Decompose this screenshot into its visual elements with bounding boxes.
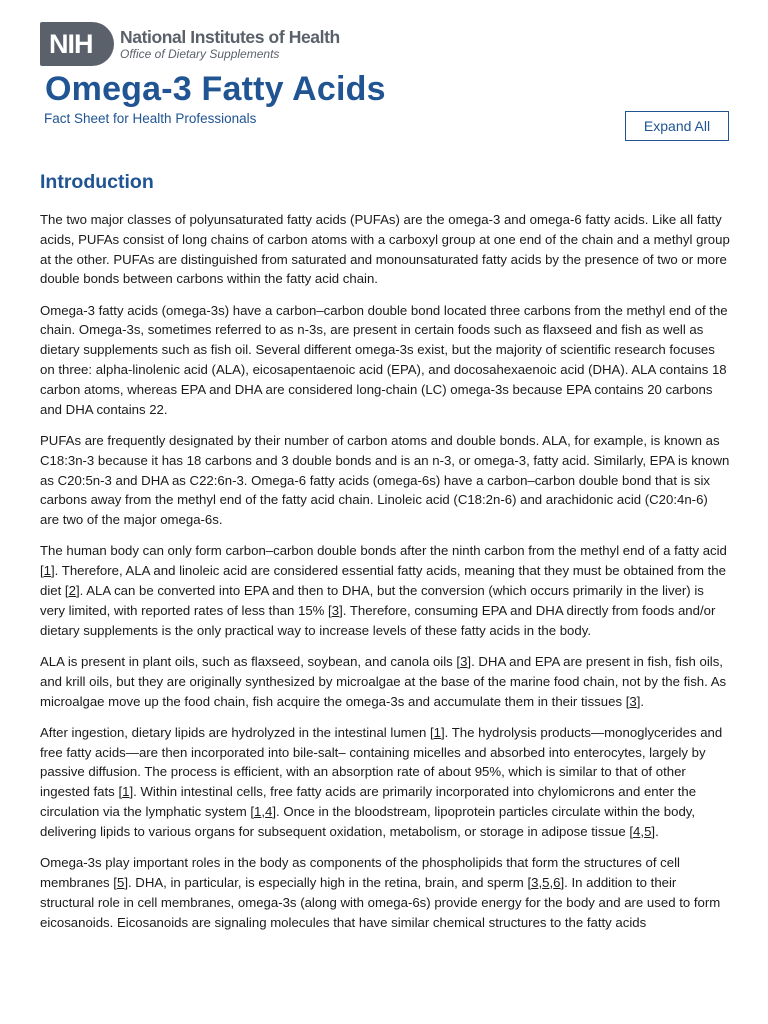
reference-link[interactable]: 5	[542, 874, 550, 890]
paragraph	[40, 210, 730, 289]
article-body	[40, 210, 730, 944]
reference-link[interactable]: 4	[265, 804, 273, 820]
reference-link[interactable]: 1	[433, 724, 441, 740]
office-name: Office of Dietary Supplements	[120, 46, 280, 61]
reference-link[interactable]: 3	[629, 693, 637, 709]
paragraph-text: ]. DHA and EPA are present in fish, fish oils, and krill oils, but they are originally synthesized by microalgae at the base of the marine food chain, not by the fish. As microalgae move up the food chain, fish acquire the omega-3s and accumulate them in their tissues [	[40, 653, 727, 709]
paragraph-text: The human body can only form carbon–carbon double bonds after the ninth carbon from the methyl end of a fatty acid [	[40, 543, 727, 579]
nih-logo-mark: NIH	[49, 28, 93, 59]
paragraph	[40, 652, 730, 711]
reference-link[interactable]: 5	[116, 874, 125, 890]
reference-link[interactable]: 3	[460, 653, 468, 669]
page-title: Omega-3 Fatty Acids	[45, 70, 386, 108]
paragraph-text: PUFAs are frequently designated by their number of carbon atoms and double bonds. ALA, for example, is known as C18:3n-3 because it has 18 carbons and 3 double bonds and is an n-3, or omega-3, fatty acid. Similarly, EPA is known as C20:5n-3 and DHA as C22:6n-3. Omega-6 fatty acids (omega-6s) have a carbon–carbon double bond that is six carbons away from the methyl end of the fatty acid chain. Linoleic acid (C18:2n-6) and arachidonic acid (C20:4n-6) are two of the major omega-6s.	[40, 432, 730, 528]
paragraph-text: ]. The hydrolysis products—monoglycerides and free fatty acids—are then incorporated into bile-salt– containing micelles and absorbed into enterocytes, largely by passive diffusion. The process is efficient, with an absorption rate of about 95%, which is similar to that of other ingested fats [	[40, 724, 723, 800]
section-title-introduction: Introduction	[40, 171, 154, 193]
paragraph-text: ]. In addition to their structural role in cell membranes, omega-3s (along with omega-6s) provide energy for the body and are used to form eicosanoids. Eicosanoids are signaling molecules that have similar chemical structures to the fatty acids	[40, 874, 721, 930]
reference-link[interactable]: 1	[43, 563, 52, 579]
paragraph-text: ALA is present in plant oils, such as flaxseed, soybean, and canola oils [	[40, 653, 461, 669]
paragraph-text: ]. Within intestinal cells, free fatty acids are primarily incorporated into chylomicrons and enter the circulation via the lymphatic system [	[40, 784, 697, 820]
paragraph	[40, 853, 730, 932]
paragraph-text: Omega-3 fatty acids (omega-3s) have a carbon–carbon double bond located three carbons from the methyl end of the chain. Omega-3s, sometimes referred to as n-3s, are present in certain foods such as flaxseed and fish as well as dietary supplements such as fish oil. Several different omega-3s exist, but the majority of scientific research focuses on three: alpha-linolenic acid (ALA), eicosapentaenoic acid (EPA), and docosahexaenoic acid (DHA). ALA contains 18 carbon atoms, whereas EPA and DHA are considered long-chain (LC) omega-3s because EPA contains 20 carbons and DHA contains 22.	[40, 302, 728, 417]
org-name: National Institutes of Health	[120, 26, 340, 47]
reference-link[interactable]: 3	[531, 874, 539, 890]
paragraph	[40, 301, 730, 420]
reference-link[interactable]: 4	[633, 823, 641, 839]
paragraph-text: After ingestion, dietary lipids are hydrolyzed in the intestinal lumen [	[40, 724, 434, 740]
nih-logo[interactable]	[40, 22, 114, 66]
paragraph-text: ,	[549, 874, 554, 890]
paragraph-text: ]. ALA can be converted into EPA and then to DHA, but the conversion (which occurs primarily in the liver) is very limited, with reported rates of less than 15% [	[40, 583, 704, 618]
reference-link[interactable]: 5	[644, 823, 652, 839]
paragraph-text: ].	[651, 823, 659, 839]
paragraph-text: ]. Therefore, ALA and linoleic acid are considered essential fatty acids, meaning that they must be obtained from the diet [	[40, 563, 726, 599]
reference-link[interactable]: 3	[331, 602, 340, 618]
paragraph-text: ,	[538, 874, 543, 890]
paragraph-text: ]. Therefore, consuming EPA and DHA directly from foods and/or dietary supplements is the only practical way to increase levels of these fatty acids in the body.	[40, 602, 716, 638]
paragraph-text: ]. DHA, in particular, is especially high in the retina, brain, and sperm [	[124, 874, 532, 890]
paragraph-text: ,	[640, 823, 645, 839]
reference-link[interactable]: 2	[68, 583, 76, 599]
paragraph	[40, 723, 730, 842]
paragraph	[40, 541, 730, 640]
paragraph-text: ]. Once in the bloodstream, lipoprotein particles circulate within the body, delivering lipids to various organs for subsequent oxidation, metabolism, or storage in adipose tissue [	[40, 804, 696, 839]
paragraph-text: The two major classes of polyunsaturated fatty acids (PUFAs) are the omega-3 and omega-6 fatty acids. Like all fatty acids, PUFAs consist of long chains of carbon atoms with a carboxyl group at one end of the chain and a methyl group at the other. PUFAs are distinguished from saturated and monounsaturated fatty acids by the presence of two or more double bonds between carbons within the fatty acid chain.	[40, 212, 730, 287]
paragraph	[40, 431, 730, 530]
paragraph-text: Omega-3s play important roles in the body as components of the phospholipids that form the structures of cell membranes [	[40, 855, 680, 890]
paragraph-text: ,	[261, 804, 266, 820]
reference-link[interactable]: 1	[254, 804, 262, 820]
reference-link[interactable]: 1	[122, 784, 130, 800]
paragraph-text: ].	[636, 693, 645, 709]
site-header[interactable]	[40, 20, 340, 68]
reference-link[interactable]: 6	[553, 874, 561, 890]
page-subtitle: Fact Sheet for Health Professionals	[44, 111, 257, 126]
nih-wordmark	[120, 28, 340, 61]
expand-all-button[interactable]: Expand All	[625, 111, 729, 141]
